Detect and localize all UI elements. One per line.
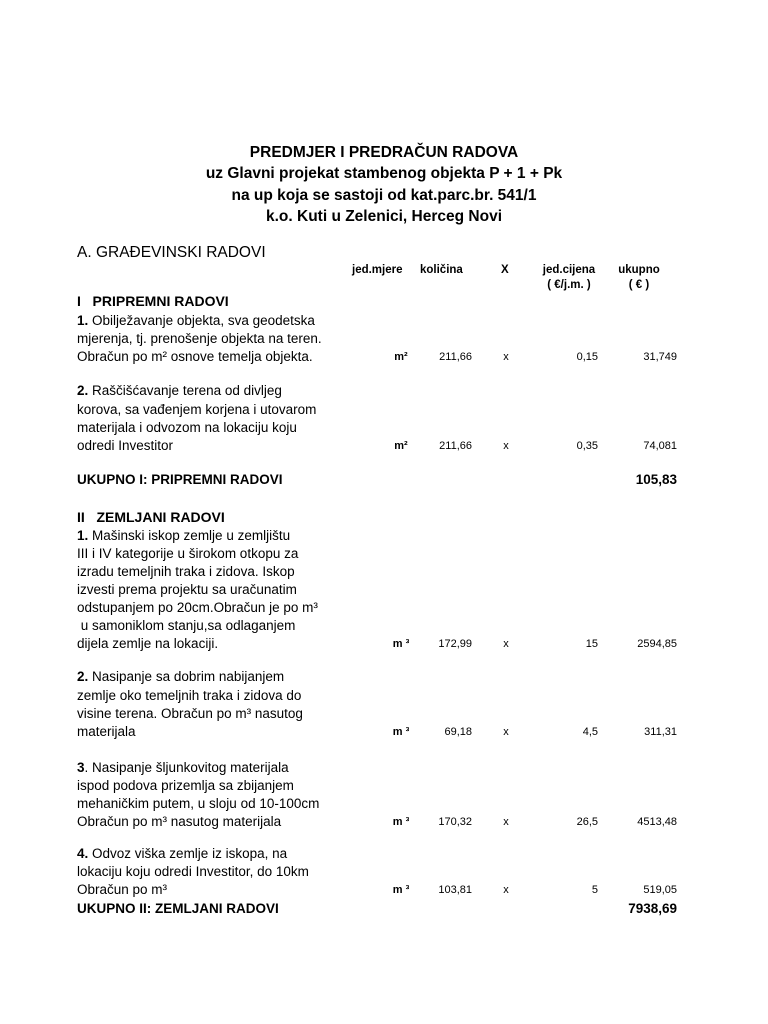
- item-line: izradu temeljnih traka i zidova. Iskop: [77, 564, 295, 579]
- item-x: x: [503, 351, 509, 363]
- item-line: materijala i odvozom na lokaciju koju: [77, 420, 297, 435]
- item-description: Obilježavanje objekta, sva geodetska: [92, 313, 315, 328]
- item-line: dijela zemlje na lokaciji.: [77, 636, 219, 651]
- item-price: 4,5: [582, 726, 598, 738]
- item-qty: 69,18: [444, 726, 472, 738]
- item-line: materijala: [77, 724, 136, 739]
- item-line: [77, 846, 287, 861]
- col-header-unit: jed.mjere: [352, 264, 403, 276]
- item-line: odstupanjem po 20cm.Obračun je po m³: [77, 600, 318, 615]
- document-subtitle-location: k.o. Kuti u Zelenici, Herceg Novi: [266, 208, 502, 225]
- section-heading: A. GRAĐEVINSKI RADOVI: [77, 244, 266, 261]
- item-description: Odvoz viška zemlje iz iskopa, na: [92, 846, 288, 861]
- document-subtitle-project: uz Glavni projekat stambenog objekta P + 1 + Pk: [205, 165, 563, 182]
- item-line: ispod podova prizemlja sa zbijanjem: [77, 778, 294, 793]
- item-unit: m²: [394, 351, 408, 363]
- group-total-value: 105,83: [635, 472, 677, 487]
- item-x: x: [503, 816, 509, 828]
- item-total: 519,05: [643, 884, 677, 896]
- item-unit: m ³: [392, 884, 410, 896]
- item-line: Obračun po m³ nasutog materijala: [77, 814, 282, 829]
- item-line: [77, 528, 290, 543]
- col-header-total: ukupno: [618, 264, 660, 276]
- item-x: x: [503, 638, 509, 650]
- item-total: 2594,85: [637, 638, 677, 650]
- col-header-price-unit: ( €/j.m. ): [547, 279, 591, 291]
- item-price: 15: [585, 638, 598, 650]
- item-line: izvesti prema projektu sa uračunatim: [77, 582, 297, 597]
- item-total: 4513,48: [637, 816, 677, 828]
- item-line: lokaciju koju odredi Investitor, do 10km: [77, 864, 309, 879]
- group-total-label: UKUPNO II: ZEMLJANI RADOVI: [77, 901, 279, 916]
- item-line: u samoniklom stanju,sa odlaganjem: [77, 618, 296, 633]
- item-x: x: [503, 440, 509, 452]
- document-title: PREDMJER I PREDRAČUN RADOVA: [249, 144, 519, 161]
- item-price: 0,35: [576, 440, 598, 452]
- item-qty: 170,32: [438, 816, 472, 828]
- item-line: mehaničkim putem, u sloju od 10-100cm: [77, 796, 320, 811]
- item-line: III i IV kategorije u širokom otkopu za: [77, 546, 299, 561]
- item-description: Raščišćavanje terena od divljeg: [92, 383, 282, 398]
- item-line: mjerenja, tj. prenošenje objekta na teren.: [77, 331, 322, 346]
- item-number: 3: [77, 760, 85, 775]
- item-unit: m ³: [392, 816, 410, 828]
- item-qty: 103,81: [438, 884, 472, 896]
- item-number: 1.: [77, 313, 89, 328]
- item-number: 2.: [77, 383, 89, 398]
- item-line: zemlje oko temeljnih traka i zidova do: [77, 688, 302, 703]
- item-line: [77, 313, 315, 328]
- col-header-price: jed.cijena: [542, 264, 596, 276]
- item-x: x: [503, 884, 509, 896]
- col-header-x: X: [501, 264, 509, 276]
- item-total: 74,081: [643, 440, 677, 452]
- col-header-qty: količina: [420, 264, 463, 276]
- item-number: 2.: [77, 669, 89, 684]
- item-price: 0,15: [576, 351, 598, 363]
- item-line: Obračun po m² osnove temelja objekta.: [77, 349, 313, 364]
- item-line: [77, 383, 282, 398]
- item-price: 26,5: [576, 816, 598, 828]
- item-line: odredi Investitor: [77, 438, 174, 453]
- item-line: [77, 760, 289, 775]
- item-price: 5: [591, 884, 598, 896]
- item-unit: m ³: [392, 726, 410, 738]
- item-line: korova, sa vađenjem korjena i utovarom: [77, 402, 317, 417]
- item-number: 1.: [77, 528, 89, 543]
- item-line: Obračun po m³: [77, 882, 168, 897]
- item-total: 311,31: [644, 726, 677, 738]
- group-heading-zemljani: II ZEMLJANI RADOVI: [77, 509, 225, 525]
- item-total: 31,749: [643, 351, 677, 363]
- item-description: . Nasipanje šljunkovitog materijala: [84, 760, 289, 775]
- group-total-value: 7938,69: [628, 901, 677, 916]
- group-total-label: UKUPNO I: PRIPREMNI RADOVI: [77, 472, 283, 487]
- item-x: x: [503, 726, 509, 738]
- item-line: visine terena. Obračun po m³ nasutog: [77, 706, 303, 721]
- item-unit: m²: [394, 440, 408, 452]
- item-description: Nasipanje sa dobrim nabijanjem: [92, 669, 285, 684]
- item-description: Mašinski iskop zemlje u zemljištu: [92, 528, 291, 543]
- col-header-total-unit: ( € ): [628, 279, 650, 291]
- item-qty: 172,99: [438, 638, 472, 650]
- group-heading-pripremni: I PRIPREMNI RADOVI: [77, 293, 229, 309]
- item-number: 4.: [77, 846, 89, 861]
- item-qty: 211,66: [439, 440, 472, 452]
- item-qty: 211,66: [439, 351, 472, 363]
- item-line: [77, 669, 284, 684]
- document-subtitle-parcel: na up koja se sastoji od kat.parc.br. 541/1: [231, 187, 537, 204]
- item-unit: m ³: [392, 638, 410, 650]
